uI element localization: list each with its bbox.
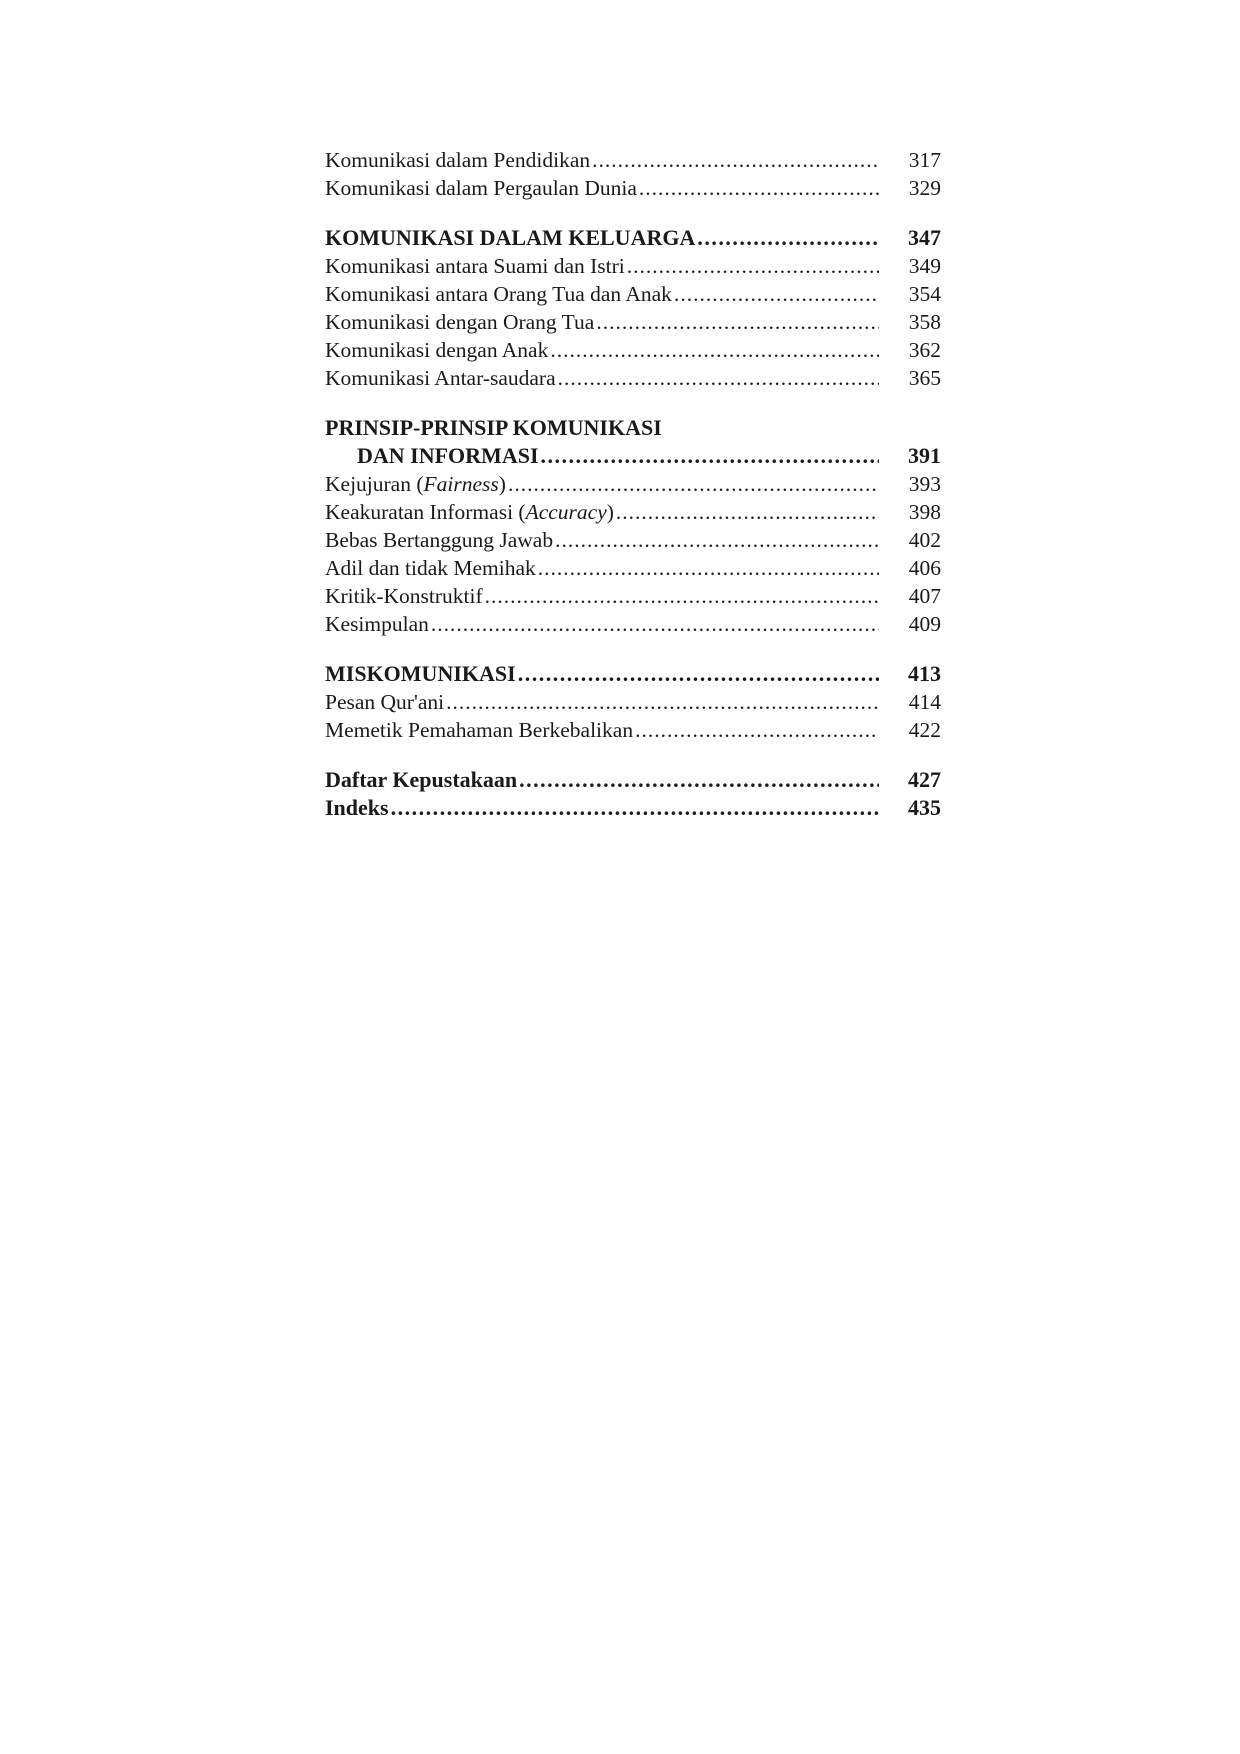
- toc-chapter-page: 413: [908, 661, 941, 686]
- toc-group-miskomunikasi: [325, 660, 941, 744]
- toc-entry-page: 393: [908, 472, 941, 496]
- toc-entry-title: Kesimpulan: [325, 612, 429, 636]
- dot-leader: [519, 766, 879, 794]
- dot-leader: [518, 660, 879, 688]
- dot-leader: [674, 280, 879, 308]
- dot-leader: [592, 146, 879, 174]
- toc-group-prinsip: [325, 414, 941, 638]
- toc-entry[interactable]: [325, 146, 941, 174]
- toc-entry-page: 349: [908, 254, 941, 278]
- dot-leader: [616, 498, 879, 526]
- toc-entry-title: Kejujuran (Fairness): [325, 472, 506, 496]
- toc-entry-title: Memetik Pemahaman Berkebalikan: [325, 718, 634, 742]
- toc-entry[interactable]: [325, 688, 941, 716]
- toc-entry-page: 422: [908, 718, 941, 742]
- toc-entry-page: 406: [908, 556, 941, 580]
- toc-entry-title: Kritik-Konstruktif: [325, 584, 483, 608]
- toc-entry[interactable]: [325, 470, 941, 498]
- toc-chapter-heading[interactable]: [325, 442, 941, 470]
- toc-entry-page: 398: [908, 500, 941, 524]
- toc-entry[interactable]: [325, 582, 941, 610]
- toc-entry[interactable]: [325, 336, 941, 364]
- toc-chapter-title: MISKOMUNIKASI: [325, 661, 516, 686]
- toc-entry[interactable]: [325, 554, 941, 582]
- toc-entry-title: Bebas Bertanggung Jawab: [325, 528, 554, 552]
- dot-leader: [627, 252, 879, 280]
- toc-group-backmatter: [325, 766, 941, 822]
- toc-entry-page: 362: [908, 338, 941, 362]
- toc-entry-title: Komunikasi antara Orang Tua dan Anak: [325, 282, 672, 306]
- toc-entry-title: Daftar Kepustakaan: [325, 767, 518, 792]
- toc-backmatter-entry[interactable]: [325, 794, 941, 822]
- toc-entry-page: 409: [908, 612, 941, 636]
- toc-entry-title: Komunikasi dalam Pendidikan: [325, 148, 591, 172]
- dot-leader: [558, 364, 879, 392]
- toc-entry-page: 329: [908, 176, 941, 200]
- toc-entry[interactable]: [325, 526, 941, 554]
- toc-entry-title: Komunikasi Antar-saudara: [325, 366, 556, 390]
- toc-entry-page: 435: [908, 795, 941, 820]
- toc-entry[interactable]: [325, 174, 941, 202]
- toc-chapter-page: 391: [908, 443, 941, 468]
- toc-entry-page: 407: [908, 584, 941, 608]
- dot-leader: [541, 442, 880, 470]
- toc-entry[interactable]: [325, 280, 941, 308]
- toc-entry-page: 358: [908, 310, 941, 334]
- toc-group-keluarga: [325, 224, 941, 392]
- dot-leader: [697, 224, 879, 252]
- toc-entry-title: Komunikasi dengan Orang Tua: [325, 310, 595, 334]
- dot-leader: [639, 174, 879, 202]
- toc-chapter-title-line1[interactable]: PRINSIP-PRINSIP KOMUNIKASI: [325, 415, 662, 440]
- toc-entry-title: Pesan Qur'ani: [325, 690, 445, 714]
- toc-entry-title: Keakuratan Informasi (Accuracy): [325, 500, 614, 524]
- toc-chapter-page: 347: [908, 225, 941, 250]
- dot-leader: [446, 688, 879, 716]
- toc-entry-title: Indeks: [325, 795, 389, 820]
- dot-leader: [635, 716, 879, 744]
- dot-leader: [550, 336, 879, 364]
- dot-leader: [391, 794, 879, 822]
- toc-chapter-heading[interactable]: [325, 224, 941, 252]
- toc-chapter-heading[interactable]: [325, 660, 941, 688]
- toc-chapter-title: DAN INFORMASI: [357, 443, 539, 468]
- toc-entry-title: Adil dan tidak Memihak: [325, 556, 536, 580]
- toc-entry-page: 427: [908, 767, 941, 792]
- toc-entry-page: 317: [908, 148, 941, 172]
- dot-leader: [431, 610, 879, 638]
- toc-entry[interactable]: [325, 364, 941, 392]
- toc-entry[interactable]: [325, 498, 941, 526]
- dot-leader: [485, 582, 879, 610]
- toc-entry-page: 354: [908, 282, 941, 306]
- toc-entry[interactable]: [325, 716, 941, 744]
- toc-entry[interactable]: [325, 610, 941, 638]
- toc-chapter-title: KOMUNIKASI DALAM KELUARGA: [325, 225, 696, 250]
- dot-leader: [555, 526, 879, 554]
- toc-entry-page: 414: [908, 690, 941, 714]
- toc-entry-page: 402: [908, 528, 941, 552]
- toc-entry[interactable]: [325, 252, 941, 280]
- dot-leader: [596, 308, 879, 336]
- toc-entry-title: Komunikasi dalam Pergaulan Dunia: [325, 176, 637, 200]
- toc-backmatter-entry[interactable]: [325, 766, 941, 794]
- toc-group-continuation: [325, 146, 941, 202]
- toc-entry-page: 365: [908, 366, 941, 390]
- table-of-contents: [325, 146, 941, 844]
- dot-leader: [508, 470, 879, 498]
- toc-entry[interactable]: [325, 308, 941, 336]
- toc-entry-title: Komunikasi dengan Anak: [325, 338, 549, 362]
- dot-leader: [538, 554, 879, 582]
- toc-entry-title: Komunikasi antara Suami dan Istri: [325, 254, 625, 278]
